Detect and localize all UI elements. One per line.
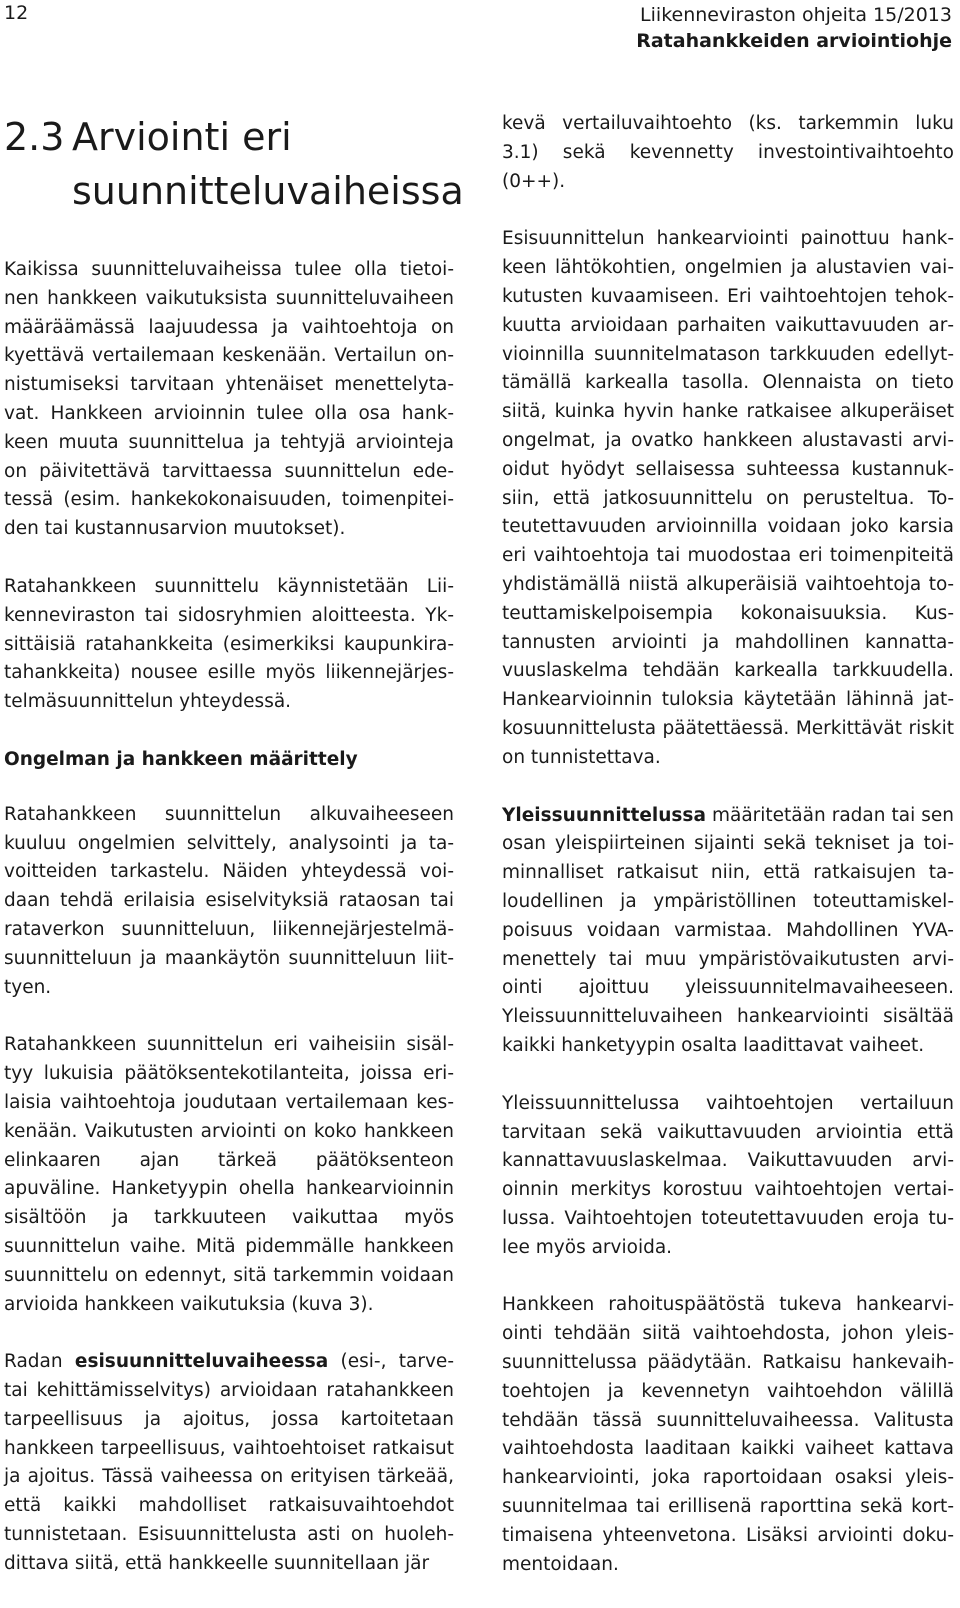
paragraph: Hankkeen rahoituspäätöstä tukeva hankearviointi tehdään siitä vaihtoehdosta, johon yleissuunnittelussa päädytään. Ratkaisu hankevaihtoehtojen ja kevennetyn vaihtoehdon välillä tehdään tässä suunnitteluvaiheessa. Valitusta vaihtoehdosta laaditaan kaikki vaiheet kattava hankearviointi, joka raportoidaan osaksi yleissuunnitelmaa tai erillisenä raporttina sekä korttimaisena yhteenvetona. Lisäksi arviointi dokumentoidaan. <box>502 1294 954 1575</box>
paragraph: Kaikissa suunnitteluvaiheissa tulee olla tietoinen hankkeen vaikutuksista suunnitteluvaiheen määräämässä laajuudessa ja vaihtoehtoja on kyettävä vertailemaan keskenään. Vertailun onnistumiseksi tarvitaan yhtenäiset menettelytavat. Hankkeen arvioinnin tulee olla osa hankkeen muuta suunnittelua ja tehtyjä arviointeja on päivitettävä tarvittaessa suunnittelun edetessä (esim. hankekokonaisuuden, toimenpiteiden tai kustannusarvion muutokset). <box>4 259 454 540</box>
paragraph <box>4 1348 454 1578</box>
section-heading <box>4 110 464 218</box>
bold-term: esisuunnitteluvaiheessa <box>74 1351 329 1373</box>
paragraph: Ratahankkeen suunnittelun alkuvaiheeseen kuuluu ongelmien selvittely, analysointi ja tavoitteiden tarkastelu. Näiden yhteydessä voidaan tehdä erilaisia esiselvityksiä rataosan tai rataverkon suunnitteluun, liikennejärjestelmäsuunnitteluun ja maankäytön suunnitteluun liittyen. <box>4 803 454 998</box>
paragraph: Ratahankkeen suunnittelu käynnistetään Liikenneviraston tai sidosryhmien aloitteesta. Yksittäisiä ratahankkeita (esimerkiksi kaupunkiratahankkeita) nousee esille myös liikennejärjestelmäsuunnittelun yhteydessä. <box>4 575 454 713</box>
text-run: (esi-, tarve- tai kehittämisselvitys) arvioidaan ratahankkeen tarpeellisuus ja ajoitus, jossa kartoitetaan hankkeen tarpeellisuus, vaihtoehtoiset ratkaisut ja ajoitus. Tässä vaiheessa on erityisen tärkeää, että kaikki mahdolliset ratkaisuvaihtoehdot tunnistetaan. Esisuunnittelusta asti on huolehdittava siitä, että hankkeelle suunnitellaan jär <box>4 1351 454 1574</box>
paragraph: kevä vertailuvaihtoehto (ks. tarkemmin luku 3.1) sekä kevennetty investointivaihtoehto (0++). <box>502 113 954 192</box>
subheading: Ongelman ja hankkeen määrittely <box>4 748 358 770</box>
right-column <box>502 110 954 1608</box>
left-column <box>4 256 454 1608</box>
paragraph: Ratahankkeen suunnittelun eri vaiheisiin sisältyy lukuisia päätöksentekotilanteita, joissa erilaisia vaihtoehtoja joudutaan vertailemaan keskenään. Vaikutusten arviointi on koko hankkeen elinkaaren ajan tärkeä päätöksenteon apuväline. Hanketyypin ohella hankearvioinnin sisältöön ja tarkkuuteen vaikuttaa myös suunnittelun vaihe. Mitä pidemmälle hankkeen suunnittelu on edennyt, sitä tarkemmin voidaan arvioida hankkeen vaikutuksia (kuva 3). <box>4 1034 454 1315</box>
paragraph: Esisuunnittelun hankearviointi painottuu hankkeen lähtökohtien, ongelmien ja alustavien vaikutusten kuvaamiseen. Eri vaihtoehtojen tehokkuutta arvioidaan parhaiten vaikuttavuuden arvioinnilla suunnitelmatason tarkkuuden edellyttämällä karkealla tasolla. Olennaista on tieto siitä, kuinka hyvin hanke ratkaisee alkuperäiset ongelmat, ja ovatko hankkeen alustavasti arvioidut hyödyt sellaisessa suhteessa kustannuksiin, että jatkosuunnittelu on perusteltua. Toteutettavuuden arvioinnilla voidaan joko karsia eri vaihtoehtoja tai muodostaa eri toimenpiteitä yhdistämällä niistä alkuperäisiä vaihtoehtoja toteuttamiskelpoisempia kokonaisuuksia. Kustannusten arviointi ja mahdollinen kannattavuuslaskelma tehdään karkealla tarkkuudella. Hankearvioinnin tuloksia käytetään lähinnä jatkosuunnittelusta päätettäessä. Merkittävät riskit on tunnistettava. <box>502 228 954 768</box>
section-number: 2.3 <box>4 115 65 159</box>
text-run: Radan <box>4 1351 75 1373</box>
page-number: 12 <box>4 2 29 24</box>
section-title-line2: suunnitteluvaiheissa <box>72 169 464 213</box>
publication-title: Liikenneviraston ohjeita 15/2013 <box>640 4 952 26</box>
document-subtitle: Ratahankkeiden arviointiohje <box>636 30 952 52</box>
text-run: määritetään radan tai sen osan yleispiirteinen sijainti sekä tekniset ja toiminnalliset ratkaisut niin, että ratkaisujen taloudellinen ja ympäristöllinen toteuttamiskelpoisuus voidaan varmistaa. Mahdollinen YVA-menettely tai muu ympäristövaikutusten arviointi ajoittuu yleissuunnitelmavaiheeseen. Yleissuunnitteluvaiheen hankearviointi sisältää kaikki hanketyypin osalta laadittavat vaiheet. <box>502 804 954 1056</box>
section-title-line1: Arviointi eri <box>72 115 292 159</box>
paragraph <box>502 802 954 1061</box>
paragraph: Yleissuunnittelussa vaihtoehtojen vertailuun tarvitaan sekä vaikuttavuuden arviointia että kannattavuuslaskelmaa. Vaikuttavuuden arvioinnin merkitys korostuu vaihtoehtojen vertailussa. Vaihtoehtojen toteutettavuuden eroja tulee myös arvioida. <box>502 1092 954 1258</box>
bold-term: Yleissuunnittelussa <box>502 804 706 826</box>
running-header <box>636 2 952 54</box>
